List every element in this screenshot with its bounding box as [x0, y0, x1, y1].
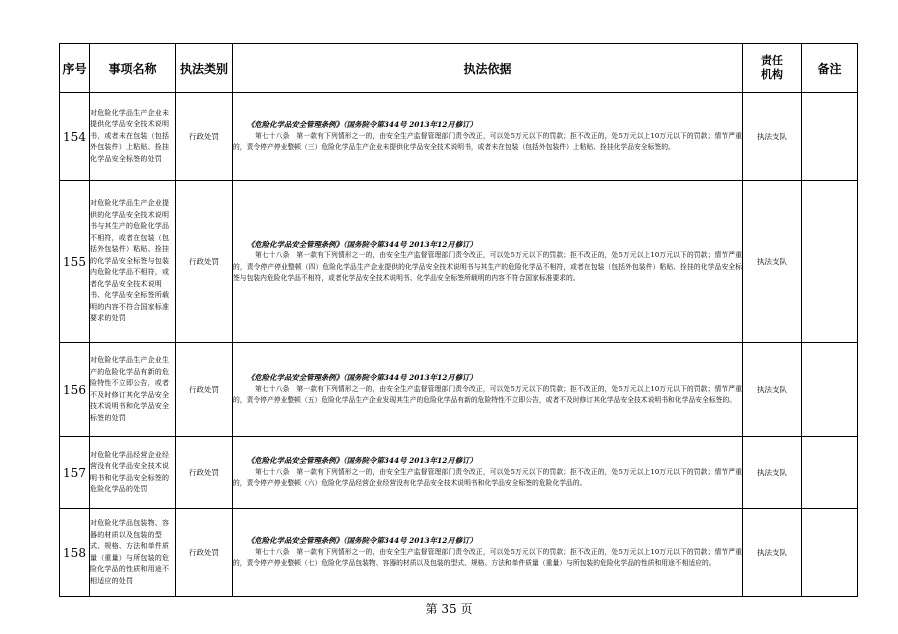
row-remark: [802, 509, 858, 597]
basis-title: 《危险化学品安全管理条例》（国务院令第344号 2013年12月修订）: [247, 456, 477, 466]
row-no: 158: [60, 509, 90, 597]
header-basis: 执法依据: [233, 44, 743, 93]
table-row: [60, 181, 858, 343]
header-no: 序号: [60, 44, 90, 93]
basis-title: 《危险化学品安全管理条例》（国务院令第344号 2013年12月修订）: [247, 536, 477, 546]
row-name: 对危险化学品经营企业经营没有化学品安全技术说明书和化学品安全标签的危险化学品的处罚: [90, 437, 176, 509]
row-basis: [233, 181, 743, 343]
row-remark: [802, 93, 858, 181]
table-row: [60, 509, 858, 597]
basis-title: 《危险化学品安全管理条例》（国务院令第344号 2013年12月修订）: [247, 373, 477, 383]
row-remark: [802, 181, 858, 343]
basis-text: 第七十八条 第一款有下列情形之一的，由安全生产监督管理部门责令改正，可以处5万元以下的罚款；拒不改正的，处5万元以上10万元以下的罚款；情节严重的，责令停产停业整顿（六）危险化学品经营企业经营没有化学品安全技术说明书和化学品安全标签的危险化学品的。: [233, 467, 742, 488]
header-row: [60, 44, 858, 93]
row-no: 155: [60, 181, 90, 343]
row-category: 行政处罚: [176, 181, 233, 343]
basis-text: 第七十八条 第一款有下列情形之一的，由安全生产监督管理部门责令改正，可以处5万元以下的罚款；拒不改正的，处5万元以上10万元以下的罚款；情节严重的，责令停产停业整顿（四）危险化学品生产企业提供的化学品安全技术说明书与其生产的危险化学品不相符，或者在包装（包括外包装件）粘贴、拴挂的化学品安全标签与包装内危险化学品不相符，或者化学品安全技术说明书、化学品安全标签所载明的内容不符合国家标准要求的。: [233, 251, 742, 282]
row-no: 154: [60, 93, 90, 181]
row-name: 对危险化学品生产企业提供的化学品安全技术说明书与其生产的危险化学品不相符，或者在包装（包括外包装件）粘贴、拴挂的化学品安全标签与包装内危险化学品不相符，或者化学品安全技术说明书、化学品安全标签所载明的内容不符合国家标准要求的处罚: [90, 181, 176, 343]
header-duty-line1: 责任: [761, 54, 783, 67]
row-category: 行政处罚: [176, 343, 233, 437]
enforcement-table: [59, 43, 858, 597]
row-duty: 执法支队: [743, 181, 802, 343]
row-category: 行政处罚: [176, 509, 233, 597]
basis-text: 第七十八条 第一款有下列情形之一的，由安全生产监督管理部门责令改正，可以处5万元以下的罚款；拒不改正的，处5万元以上10万元以下的罚款；情节严重的，责令停产停业整顿（三）危险化学品生产企业未提供化学品安全技术说明书，或者未在包装（包括外包装件）上粘贴、拴挂化学品安全标签的。: [233, 131, 742, 152]
row-name: 对危险化学品生产企业生产的危险化学品有新的危险特性不立即公告，或者不及时修订其化学品安全技术说明书和化学品安全标签的处罚: [90, 343, 176, 437]
table-row: [60, 343, 858, 437]
row-name: 对危险化学品生产企业未提供化学品安全技术说明书，或者未在包装（包括外包装件）上粘贴、拴挂化学品安全标签的处罚: [90, 93, 176, 181]
header-duty-line2: 机构: [761, 68, 783, 81]
row-name: 对危险化学品包装物、容器的材质以及包装的型式、规格、方法和单件质量（重量）与所包装的危险化学品的性质和用途不相适应的处罚: [90, 509, 176, 597]
header-duty: [743, 44, 802, 93]
row-no: 156: [60, 343, 90, 437]
row-remark: [802, 437, 858, 509]
row-basis: [233, 93, 743, 181]
row-duty: 执法支队: [743, 343, 802, 437]
row-duty: 执法支队: [743, 93, 802, 181]
row-duty: 执法支队: [743, 437, 802, 509]
basis-title: 《危险化学品安全管理条例》（国务院令第344号 2013年12月修订）: [247, 239, 477, 249]
table-row: [60, 93, 858, 181]
header-remark: 备注: [802, 44, 858, 93]
row-basis: [233, 509, 743, 597]
basis-title: 《危险化学品安全管理条例》（国务院令第344号 2013年12月修订）: [247, 120, 477, 130]
row-remark: [802, 343, 858, 437]
row-basis: [233, 343, 743, 437]
table-row: [60, 437, 858, 509]
basis-text: 第七十八条 第一款有下列情形之一的，由安全生产监督管理部门责令改正，可以处5万元以下的罚款；拒不改正的，处5万元以上10万元以下的罚款；情节严重的，责令停产停业整顿（五）危险化学品生产企业发现其生产的危险化学品有新的危险特性不立即公告，或者不及时修订其化学品安全技术说明书和化学品安全标签的。: [233, 384, 742, 405]
row-category: 行政处罚: [176, 437, 233, 509]
page-number: 第 35 页: [425, 602, 473, 616]
row-category: 行政处罚: [176, 93, 233, 181]
row-no: 157: [60, 437, 90, 509]
row-basis: [233, 437, 743, 509]
row-duty: 执法支队: [743, 509, 802, 597]
header-category: 执法类别: [176, 44, 233, 93]
header-name: 事项名称: [90, 44, 176, 93]
basis-text: 第七十八条 第一款有下列情形之一的，由安全生产监督管理部门责令改正，可以处5万元以下的罚款；拒不改正的，处5万元以上10万元以下的罚款；情节严重的，责令停产停业整顿（七）危险化学品包装物、容器的材质以及包装的型式、规格、方法和单件质量（重量）与所包装的危险化学品的性质和用途不相适应的。: [233, 547, 742, 568]
